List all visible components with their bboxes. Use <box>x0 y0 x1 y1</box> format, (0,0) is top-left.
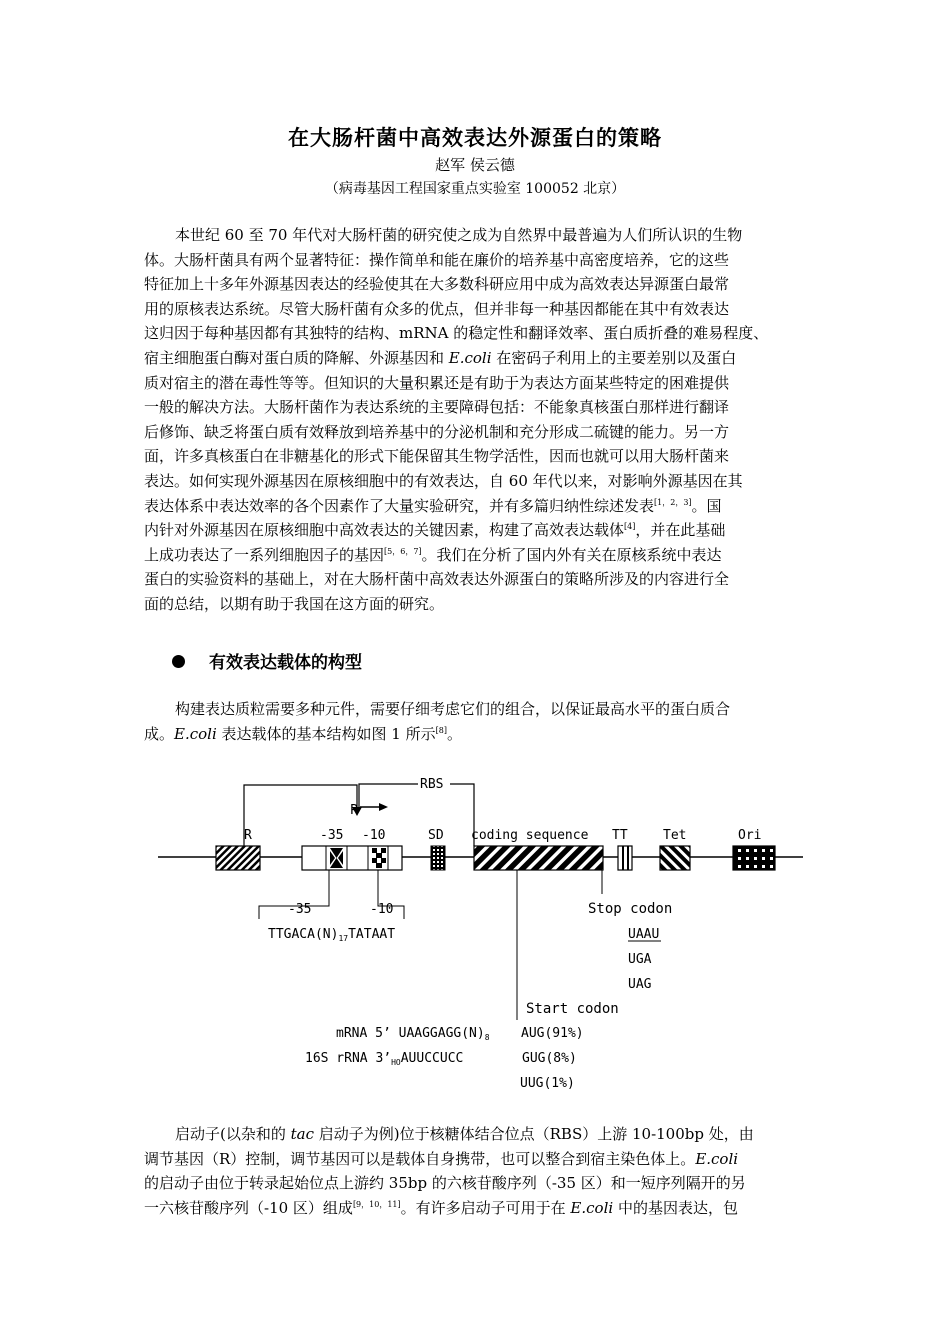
promoter-paragraph <box>144 1122 808 1220</box>
text-run: 成。 <box>144 724 175 743</box>
intro-line: 这归因于每种基因都有其独特的结构、mRNA 的稳定性和翻译效率、蛋白质折叠的难易程度、 <box>144 324 769 343</box>
coding-sequence-box <box>474 846 603 870</box>
text-run: 内针对外源基因在原核细胞中高效表达的关键因素，构建了高效表达载体 <box>144 521 625 540</box>
paper-title: 在大肠杆菌中高效表达外源蛋白的策略 <box>288 126 662 150</box>
promoter-box <box>302 846 402 870</box>
p2-line: 构建表达质粒需要多种元件，需要仔细考虑它们的组合，以保证最高水平的蛋白质合 <box>175 700 731 718</box>
regulator-label: R <box>244 828 252 843</box>
start-codon-label: Start codon <box>526 1001 619 1017</box>
consensus-minus10: -10 <box>370 902 394 917</box>
terminator-label: TT <box>612 828 628 843</box>
coding-label: coding sequence <box>471 828 589 843</box>
text-run: 表达载体的基本结构如图 1 所示 <box>216 724 436 743</box>
species-name: E.coli <box>448 348 492 367</box>
affiliation: （病毒基因工程国家重点实验室 100052 北京） <box>324 181 626 197</box>
species-name: E.coli <box>695 1149 739 1168</box>
promoter-consensus: $TTGACA(N)_{17}TATAAT$ <box>268 927 396 943</box>
authors: 赵军 侯云德 <box>435 156 515 174</box>
terminator-box <box>618 846 632 870</box>
promoter-label: P <box>350 803 358 818</box>
start-codon-uug: UUG(1%) <box>520 1076 575 1091</box>
intro-line: 后修饰、缺乏将蛋白质有效释放到培养基中的分泌机制和充分形成二硫键的能力。另一方 <box>144 422 730 441</box>
minus35-label: -35 <box>320 828 344 843</box>
text-run: 。我们在分析了国内外有关在原核系统中表达 <box>421 545 722 564</box>
citation: [9，10，11] <box>352 1199 401 1209</box>
rrna-sequence: 16S rRNA $3’_{HO}AUUCCUCC$ <box>305 1051 464 1067</box>
ori-label: Ori <box>738 828 762 843</box>
terminator-stripe <box>622 846 624 870</box>
p3-line <box>144 1122 808 1147</box>
minus10-label: -10 <box>362 828 386 843</box>
mrna-sequence: mRNA 5’ $UAAGGAGG(N)_8$ <box>336 1026 490 1042</box>
intro-line <box>144 518 808 543</box>
intro-line: 质对宿主的潜在毒性等等。但知识的大量积累还是有助于为表达方面某些特定的困难提供 <box>144 373 730 392</box>
vector-paragraph <box>144 697 808 746</box>
p3-line: 的启动子由位于转录起始位点上游约 35bp 的六核苷酸序列（-35 区）和一短序列隔开的另 <box>144 1174 746 1193</box>
intro-line: 本世纪 60 至 70 年代对大肠杆菌的研究使之成为自然界中最普遍为人们所认识的生物 <box>175 226 743 244</box>
intro-line <box>144 346 808 371</box>
text-run: 上成功表达了一系列细胞因子的基因 <box>144 545 385 564</box>
section-heading <box>172 648 362 673</box>
consensus-minus35: -35 <box>288 902 312 917</box>
p3-line <box>144 1196 808 1221</box>
stop-codon-uag: UAG <box>628 977 652 992</box>
text-run: 宿主细胞蛋白酶对蛋白质的降解、外源基因和 <box>144 348 449 367</box>
intro-line <box>144 494 808 519</box>
citation: [4] <box>624 522 636 532</box>
intro-line: 体。大肠杆菌具有两个显著特征：操作简单和能在廉价的培养基中高密度培养，它的这些 <box>144 250 730 269</box>
citation: [1，2，3] <box>654 497 692 507</box>
start-codon-aug: AUG(91%) <box>521 1026 584 1041</box>
species-name: E.coli <box>174 724 217 743</box>
text-run: 。有许多启动子可用于在 <box>400 1198 571 1217</box>
text-run: 表达体系中表达效率的各个因素作了大量实验研究，并有多篇归纳性综述发表 <box>144 496 655 515</box>
stop-codon-uga: UGA <box>628 952 652 967</box>
bullet-icon <box>172 655 185 668</box>
p2-line <box>144 722 808 747</box>
text-run: 启动子为例)位于核糖体结合位点（RBS）上游 10-100bp 处，由 <box>314 1125 754 1143</box>
minus35-box <box>330 848 343 868</box>
text-run: 启动子(以杂和的 <box>175 1125 291 1143</box>
intro-line: 用的原核表达系统。尽管大肠杆菌有众多的优点，但并非每一种基因都能在其中有效表达 <box>144 299 730 318</box>
section-heading-text: 有效表达载体的构型 <box>209 653 362 673</box>
intro-line <box>144 543 808 568</box>
text-run: ，并在此基础 <box>635 521 726 540</box>
citation: [5，6，7] <box>384 546 422 556</box>
text-run: 。 <box>446 724 462 743</box>
text-run: 一六核苷酸序列（-10 区）组成 <box>144 1198 353 1217</box>
intro-line: 面的总结，以期有助于我国在这方面的研究。 <box>144 594 445 613</box>
citation: [8] <box>435 725 447 735</box>
intro-line: 一般的解决方法。大肠杆菌作为表达系统的主要障碍包括：不能象真核蛋白那样进行翻译 <box>144 398 730 417</box>
sd-box <box>431 846 445 870</box>
ori-box <box>733 846 775 870</box>
text-run: 中的基因表达，包 <box>613 1198 738 1217</box>
intro-line: 蛋白的实验资料的基础上，对在大肠杆菌中高效表达外源蛋白的策略所涉及的内容进行全 <box>144 570 730 589</box>
promoter-arrow-head-icon <box>379 803 388 811</box>
intro-line: 面，许多真核蛋白在非糖基化的形式下能保留其生物学活性，因而也就可以用大肠杆菌来 <box>144 447 730 466</box>
intro-paragraph <box>144 223 808 617</box>
stop-codon-label: Stop codon <box>588 901 673 917</box>
text-run: 在密码子利用上的主要差别以及蛋白 <box>491 348 737 367</box>
promoter-name: tac <box>290 1125 314 1143</box>
tet-gene-box <box>660 846 690 870</box>
sd-label: SD <box>428 828 444 843</box>
intro-line: 表达。如何实现外源基因在原核细胞中的有效表达，自 60 年代以来，对影响外源基因在其 <box>144 471 743 490</box>
species-name: E.coli <box>570 1198 614 1217</box>
text-run: 。国 <box>691 496 722 515</box>
text-run: 调节基因（R）控制，调节基因可以是载体自身携带，也可以整合到宿主染色体上。 <box>144 1149 696 1168</box>
p3-line <box>144 1147 808 1172</box>
rbs-label: RBS <box>420 777 444 792</box>
regulator-gene-box <box>216 846 260 870</box>
tet-label: Tet <box>663 828 687 843</box>
start-codon-gug: GUG(8%) <box>522 1051 577 1066</box>
vector-diagram <box>0 770 950 1100</box>
intro-line: 特征加上十多年外源基因表达的经验使其在大多数科研应用中成为高效表达异源蛋白最常 <box>144 275 730 294</box>
terminator-stripe <box>627 846 629 870</box>
stop-codon-uaau: UAAU <box>628 927 660 942</box>
